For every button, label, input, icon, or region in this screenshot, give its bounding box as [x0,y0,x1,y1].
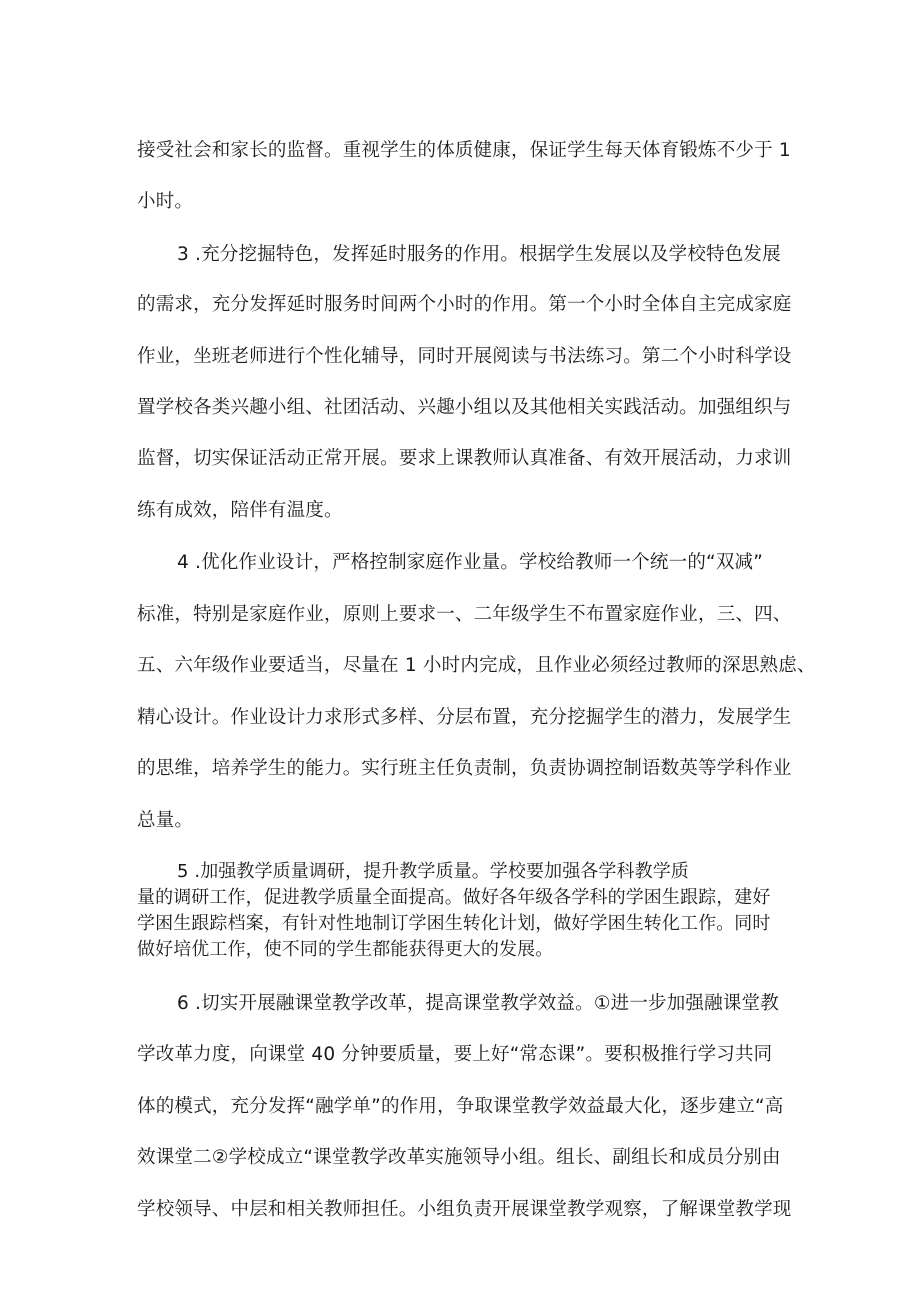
text-line: 监督，切实保证活动正常开展。要求上课教师认真准备、有效开展活动，力求训 [137,448,792,469]
text-line: 学校领导、中层和相关教师担任。小组负责开展课堂教学观察，了解课堂教学现 [137,1199,792,1220]
text-line: 总量。 [137,810,194,831]
text-line: 学困生跟踪档案，有针对性地制订学困生转化计划，做好学困生转化工作。同时 [137,913,771,934]
text-line: 的思维，培养学生的能力。实行班主任负责制，负责协调控制语数英等学科作业 [137,758,792,779]
text-line: 五、六年级作业要适当，尽量在 1 小时内完成，且作业必须经过教师的深思熟虑、 [137,655,816,676]
text-line: 4 .优化作业设计，严格控制家庭作业量。学校给教师一个统一的“双减” [177,552,764,573]
text-line: 的需求，充分发挥延时服务时间两个小时的作用。第一个小时全体自主完成家庭 [137,294,792,315]
text-line: 3 .充分挖掘特色，发挥延时服务的作用。根据学生发展以及学校特色发展 [177,244,781,265]
text-line: 效课堂二②学校成立“课堂教学改革实施领导小组。组长、副组长和成员分别由 [137,1147,781,1168]
text-line: 小时。 [137,191,194,212]
text-line: 作业，坐班老师进行个性化辅导，同时开展阅读与书法练习。第二个小时科学设 [137,346,792,367]
text-line: 5 .加强教学质量调研，提升教学质量。学校要加强各学科教学质 [177,861,689,882]
text-line: 置学校各类兴趣小组、社团活动、兴趣小组以及其他相关实践活动。加强组织与 [137,397,792,418]
text-line: 练有成效，陪伴有温度。 [137,500,343,521]
text-line: 量的调研工作，促进教学质量全面提高。做好各年级各学科的学困生跟踪，建好 [137,887,771,908]
text-line: 做好培优工作，使不同的学生都能获得更大的发展。 [137,939,554,960]
text-line: 接受社会和家长的监督。重视学生的体质健康，保证学生每天体育锻炼不少于 1 [137,140,791,161]
text-line: 精心设计。作业设计力求形式多样、分层布置，充分挖掘学生的潜力，发展学生 [137,707,792,728]
text-line: 标准，特别是家庭作业，原则上要求一、二年级学生不布置家庭作业，三、四、 [137,604,792,625]
text-line: 6 .切实开展融课堂教学改革，提高课堂教学效益。①进一步加强融课堂教 [177,993,779,1014]
text-line: 体的模式，充分发挥“融学单”的作用，争取课堂教学效益最大化，逐步建立“高 [137,1096,784,1117]
text-line: 学改革力度，向课堂 40 分钟要质量，要上好“常态课”。要积极推行学习共同 [137,1044,773,1065]
